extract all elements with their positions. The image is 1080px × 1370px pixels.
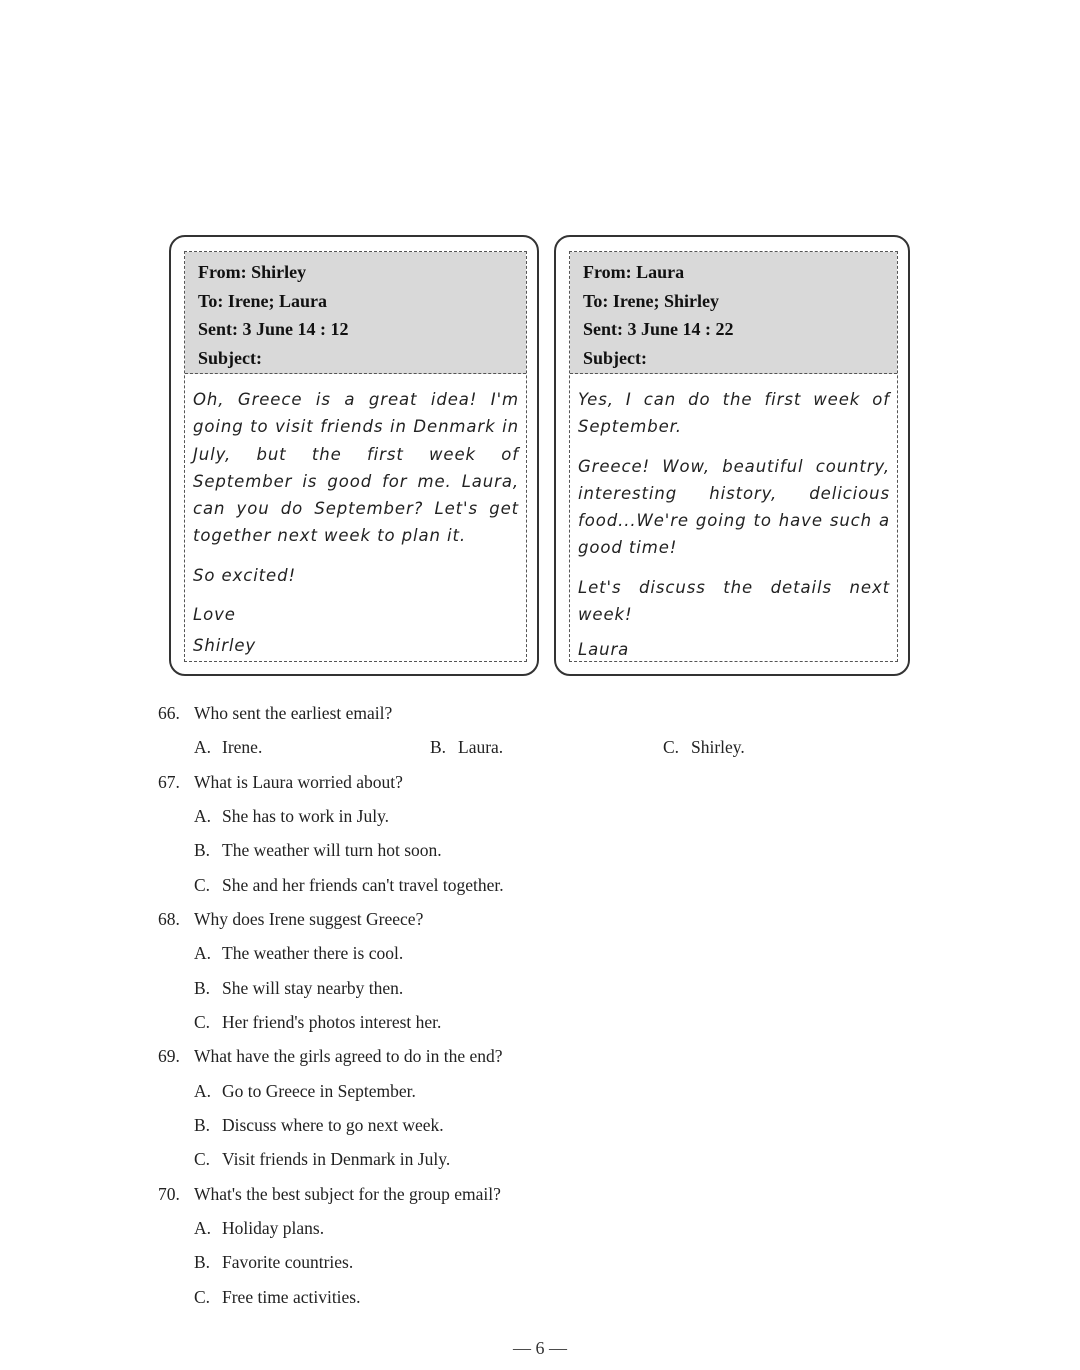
question-number: 68. xyxy=(158,909,180,929)
email-subject: Subject: xyxy=(583,347,647,368)
option-text: Favorite countries. xyxy=(222,1252,354,1272)
option-letter: B. xyxy=(194,978,211,998)
option-letter: C. xyxy=(194,1287,211,1307)
option-letter: C. xyxy=(194,1012,211,1032)
option-letter: B. xyxy=(194,1252,211,1272)
email-to: To: Irene; Laura xyxy=(198,290,328,311)
question-text: Who sent the earliest email? xyxy=(194,703,393,723)
email-signature: Shirley xyxy=(193,636,257,656)
question-text: What is Laura worried about? xyxy=(194,772,403,792)
option-text: The weather will turn hot soon. xyxy=(222,840,442,860)
email-frame xyxy=(569,251,898,662)
option-66-b xyxy=(430,737,503,758)
option-69-b xyxy=(194,1115,444,1136)
question-number: 66. xyxy=(158,703,180,723)
question-text: Why does Irene suggest Greece? xyxy=(194,909,424,929)
option-70-a xyxy=(194,1218,324,1239)
option-text: She has to work in July. xyxy=(222,806,390,826)
option-text: Discuss where to go next week. xyxy=(222,1115,444,1135)
question-number: 70. xyxy=(158,1184,180,1204)
option-70-c xyxy=(194,1287,361,1308)
option-text: Free time activities. xyxy=(222,1287,361,1307)
option-text: She will stay nearby then. xyxy=(222,978,404,998)
option-text: Irene. xyxy=(222,737,263,757)
option-66-c xyxy=(663,737,745,758)
option-letter: B. xyxy=(194,840,211,860)
email-card-laura xyxy=(554,235,910,676)
option-68-a xyxy=(194,943,403,964)
email-sent: Sent: 3 June 14 : 22 xyxy=(583,319,734,339)
email-to: To: Irene; Shirley xyxy=(583,290,720,311)
question-66 xyxy=(158,703,392,724)
question-number: 69. xyxy=(158,1046,180,1066)
option-text: Shirley. xyxy=(691,737,745,757)
option-69-a xyxy=(194,1081,416,1102)
email-signature: Laura xyxy=(578,640,630,660)
option-letter: C. xyxy=(663,737,680,757)
option-letter: B. xyxy=(194,1115,211,1135)
page-number: — 6 — xyxy=(513,1338,567,1358)
email-frame xyxy=(184,251,527,662)
option-letter: C. xyxy=(194,875,211,895)
option-letter: A. xyxy=(194,1081,212,1101)
option-text: Her friend's photos interest her. xyxy=(222,1012,442,1032)
email-paragraph: Let's discuss the details next week! xyxy=(578,577,890,625)
option-70-b xyxy=(194,1252,353,1273)
option-letter: C. xyxy=(194,1149,211,1169)
option-67-a xyxy=(194,806,389,827)
email-from: From: Shirley xyxy=(198,262,307,282)
email-paragraph: Oh, Greece is a great idea! I'm going to visit friends in Denmark in July, but the first week of September is good for me. Laura, can you do September? Let's get together next week to plan it. xyxy=(193,390,519,546)
question-69 xyxy=(158,1046,503,1067)
option-letter: B. xyxy=(430,737,447,757)
question-text: What have the girls agreed to do in the end? xyxy=(194,1046,503,1066)
email-paragraph: So excited! xyxy=(193,565,296,585)
email-sent: Sent: 3 June 14 : 12 xyxy=(198,319,349,339)
email-header xyxy=(570,252,897,374)
option-text: Holiday plans. xyxy=(222,1218,325,1238)
option-letter: A. xyxy=(194,737,212,757)
email-header xyxy=(185,252,526,374)
option-66-a xyxy=(194,737,262,758)
option-text: Laura. xyxy=(458,737,504,757)
option-text: Go to Greece in September. xyxy=(222,1081,416,1101)
question-70 xyxy=(158,1184,501,1205)
option-67-c xyxy=(194,875,504,896)
email-card-shirley xyxy=(169,235,539,676)
option-67-b xyxy=(194,840,442,861)
option-69-c xyxy=(194,1149,450,1170)
email-paragraph: Greece! Wow, beautiful country, interesting history, delicious food...We're going to have such a good time! xyxy=(578,456,890,558)
option-text: She and her friends can't travel together. xyxy=(222,875,504,895)
option-68-b xyxy=(194,978,403,999)
email-closing: Love xyxy=(193,605,236,625)
email-from: From: Laura xyxy=(583,262,685,282)
question-67 xyxy=(158,772,403,793)
option-letter: A. xyxy=(194,943,212,963)
email-body xyxy=(185,374,526,660)
email-subject: Subject: xyxy=(198,347,262,368)
question-68 xyxy=(158,909,423,930)
option-letter: A. xyxy=(194,1218,212,1238)
option-68-c xyxy=(194,1012,441,1033)
question-text: What's the best subject for the group email? xyxy=(194,1184,501,1204)
option-text: The weather there is cool. xyxy=(222,943,404,963)
email-body xyxy=(570,374,897,664)
email-paragraph: Yes, I can do the first week of September. xyxy=(578,390,890,437)
question-number: 67. xyxy=(158,772,180,792)
option-letter: A. xyxy=(194,806,212,826)
option-text: Visit friends in Denmark in July. xyxy=(222,1149,451,1169)
